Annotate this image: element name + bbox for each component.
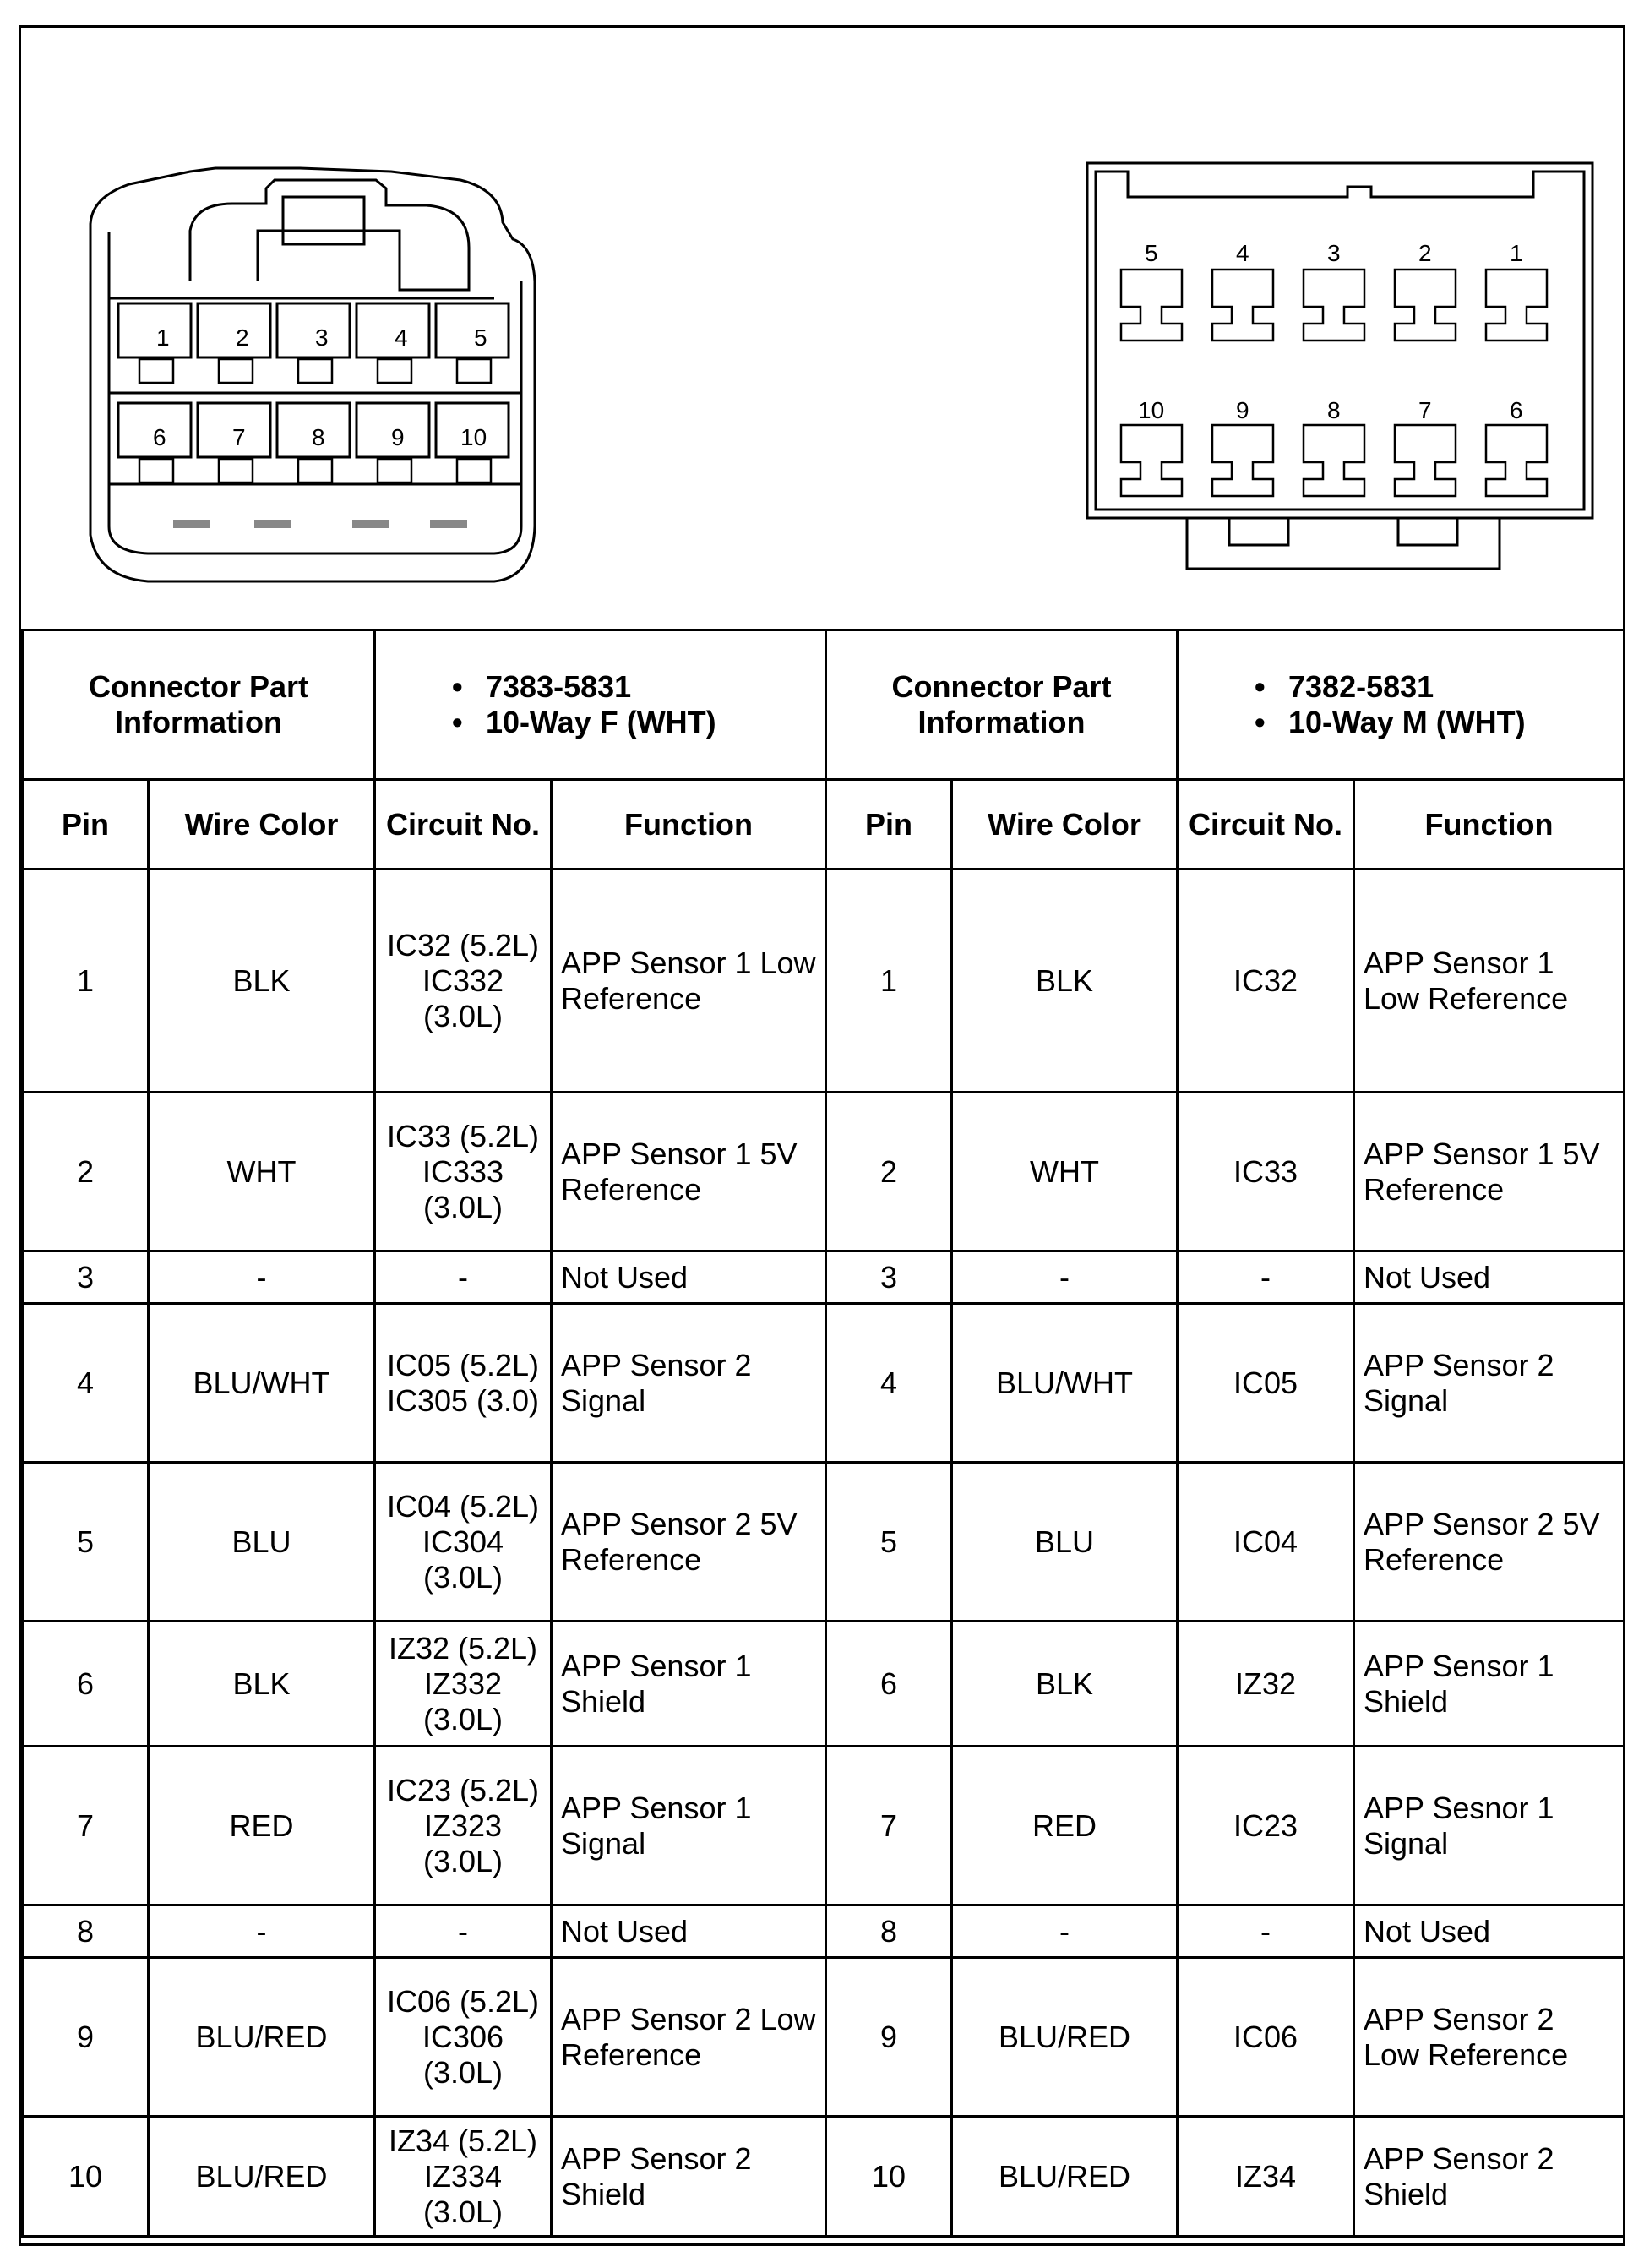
male-pin-label: 9 [1236, 397, 1249, 423]
circuit-cell: IC33 (5.2L) IC333 (3.0L) [375, 1093, 552, 1251]
circuit-cell: IZ34 (5.2L) IZ334 (3.0L) [375, 2117, 552, 2237]
function-cell: APP Sensor 2 Shield [1354, 2117, 1625, 2237]
pin-cell: 10 [23, 2117, 149, 2237]
wire-color-cell: - [149, 1251, 375, 1304]
wire-color-cell: RED [952, 1747, 1178, 1905]
part-number: • 7383-5831 [452, 669, 819, 705]
wire-color-cell: - [149, 1905, 375, 1958]
column-header-row [23, 780, 1625, 870]
wire-color-cell: BLK [149, 1622, 375, 1747]
male-pin-label: 1 [1510, 240, 1523, 266]
column-header-function: Function [552, 780, 826, 870]
female-pin-label: 3 [315, 324, 329, 351]
male-connector-diagram [1060, 28, 1644, 629]
table-row [23, 1463, 1625, 1622]
pin-cell: 6 [23, 1622, 149, 1747]
female-pin-label: 5 [474, 324, 487, 351]
wire-color-cell: BLU/RED [952, 2117, 1178, 2237]
female-pin-label: 4 [395, 324, 408, 351]
wire-color-cell: BLU/RED [149, 1958, 375, 2117]
pin-cell: 3 [23, 1251, 149, 1304]
pin-cell: 7 [23, 1747, 149, 1905]
circuit-cell: IC06 (5.2L) IC306 (3.0L) [375, 1958, 552, 2117]
male-pin-label: 3 [1327, 240, 1341, 266]
function-cell: APP Sensor 2 Signal [1354, 1304, 1625, 1463]
wire-color-cell: - [952, 1905, 1178, 1958]
table-row [23, 1747, 1625, 1905]
pin-cell: 8 [826, 1905, 952, 1958]
wire-color-cell: BLU/RED [149, 2117, 375, 2237]
circuit-cell: IZ32 (5.2L) IZ332 (3.0L) [375, 1622, 552, 1747]
function-cell: APP Sensor 1 5V Reference [552, 1093, 826, 1251]
column-header-circuit: Circuit No. [375, 780, 552, 870]
wire-color-cell: BLK [149, 870, 375, 1093]
table-row [23, 1622, 1625, 1747]
function-cell: APP Sesnor 1 Signal [1354, 1747, 1625, 1905]
table-row [23, 870, 1625, 1093]
circuit-cell: IC32 (5.2L) IC332 (3.0L) [375, 870, 552, 1093]
female-connector-part-info [375, 630, 826, 780]
male-pin-label: 8 [1327, 397, 1341, 423]
wire-color-cell: BLU/WHT [149, 1304, 375, 1463]
table-row [23, 1905, 1625, 1958]
circuit-cell: - [1178, 1251, 1354, 1304]
male-pin-label: 7 [1418, 397, 1432, 423]
female-pin-label: 2 [236, 324, 249, 351]
function-cell: APP Sensor 2 Low Reference [1354, 1958, 1625, 2117]
male-pin-label: 5 [1145, 240, 1158, 266]
pin-cell: 6 [826, 1622, 952, 1747]
pin-cell: 10 [826, 2117, 952, 2237]
female-pin-label: 6 [153, 424, 166, 450]
function-cell: APP Sensor 2 5V Reference [1354, 1463, 1625, 1622]
table-row [23, 1958, 1625, 2117]
wire-color-cell: WHT [149, 1093, 375, 1251]
connector-description: • 10-Way F (WHT) [452, 705, 819, 740]
male-pin-terminals [1121, 270, 1547, 496]
function-cell: Not Used [552, 1251, 826, 1304]
female-pin-label: 8 [312, 424, 325, 450]
circuit-cell: - [1178, 1905, 1354, 1958]
wire-color-cell: WHT [952, 1093, 1178, 1251]
pin-cell: 1 [23, 870, 149, 1093]
pin-cell: 5 [826, 1463, 952, 1622]
function-cell: Not Used [1354, 1905, 1625, 1958]
male-pin-label: 4 [1236, 240, 1249, 266]
function-cell: APP Sensor 1 Shield [1354, 1622, 1625, 1747]
circuit-cell: IZ34 [1178, 2117, 1354, 2237]
wire-color-cell: BLK [952, 1622, 1178, 1747]
function-cell: APP Sensor 1 Signal [552, 1747, 826, 1905]
pinout-table [21, 629, 1625, 2238]
circuit-cell: IC05 (5.2L) IC305 (3.0) [375, 1304, 552, 1463]
document-frame [19, 25, 1625, 2246]
function-cell: Not Used [552, 1905, 826, 1958]
function-cell: APP Sensor 1 Shield [552, 1622, 826, 1747]
circuit-cell: IC32 [1178, 870, 1354, 1093]
function-cell: APP Sensor 1 Low Reference [552, 870, 826, 1093]
connector-diagrams [21, 28, 1623, 629]
wire-color-cell: BLU [952, 1463, 1178, 1622]
female-pin-label: 7 [232, 424, 246, 450]
table-row [23, 1304, 1625, 1463]
column-header-pin: Pin [826, 780, 952, 870]
pin-cell: 5 [23, 1463, 149, 1622]
male-pin-label: 2 [1418, 240, 1432, 266]
circuit-cell: IC33 [1178, 1093, 1354, 1251]
function-cell: APP Sensor 2 Signal [552, 1304, 826, 1463]
connector-info-row [23, 630, 1625, 780]
female-connector-diagram [21, 28, 612, 629]
wire-color-cell: BLU [149, 1463, 375, 1622]
wire-color-cell: - [952, 1251, 1178, 1304]
wire-color-cell: RED [149, 1747, 375, 1905]
pin-cell: 2 [23, 1093, 149, 1251]
function-cell: APP Sensor 1 Low Reference [1354, 870, 1625, 1093]
pin-cell: 8 [23, 1905, 149, 1958]
circuit-cell: IC05 [1178, 1304, 1354, 1463]
column-header-circuit: Circuit No. [1178, 780, 1354, 870]
connector-description: • 10-Way M (WHT) [1255, 705, 1618, 740]
column-header-wire-color: Wire Color [952, 780, 1178, 870]
circuit-cell: IC04 (5.2L) IC304 (3.0L) [375, 1463, 552, 1622]
pin-cell: 3 [826, 1251, 952, 1304]
connector-info-label: Connector Part Information [826, 630, 1178, 780]
circuit-cell: IZ32 [1178, 1622, 1354, 1747]
pin-cell: 9 [826, 1958, 952, 2117]
function-cell: APP Sensor 1 5V Reference [1354, 1093, 1625, 1251]
pin-cell: 4 [826, 1304, 952, 1463]
circuit-cell: IC23 [1178, 1747, 1354, 1905]
table-row [23, 2117, 1625, 2237]
circuit-cell: - [375, 1251, 552, 1304]
wire-color-cell: BLU/WHT [952, 1304, 1178, 1463]
wire-color-cell: BLK [952, 870, 1178, 1093]
male-connector-part-info [1178, 630, 1625, 780]
pin-cell: 9 [23, 1958, 149, 2117]
circuit-cell: IC06 [1178, 1958, 1354, 2117]
female-pin-cavities [118, 303, 509, 528]
function-cell: APP Sensor 2 Low Reference [552, 1958, 826, 2117]
connector-info-label: Connector Part Information [23, 630, 375, 780]
column-header-wire-color: Wire Color [149, 780, 375, 870]
part-number: • 7382-5831 [1255, 669, 1618, 705]
female-pin-label: 1 [156, 324, 170, 351]
function-cell: Not Used [1354, 1251, 1625, 1304]
female-pin-label: 9 [391, 424, 405, 450]
female-pin-label: 10 [460, 424, 487, 450]
table-row [23, 1251, 1625, 1304]
table-row [23, 1093, 1625, 1251]
column-header-pin: Pin [23, 780, 149, 870]
circuit-cell: IC23 (5.2L) IZ323 (3.0L) [375, 1747, 552, 1905]
wire-color-cell: BLU/RED [952, 1958, 1178, 2117]
pin-cell: 1 [826, 870, 952, 1093]
function-cell: APP Sensor 2 Shield [552, 2117, 826, 2237]
male-pin-label: 10 [1138, 397, 1165, 423]
circuit-cell: IC04 [1178, 1463, 1354, 1622]
function-cell: APP Sensor 2 5V Reference [552, 1463, 826, 1622]
male-pin-label: 6 [1510, 397, 1523, 423]
column-header-function: Function [1354, 780, 1625, 870]
pin-cell: 4 [23, 1304, 149, 1463]
pin-cell: 7 [826, 1747, 952, 1905]
pin-cell: 2 [826, 1093, 952, 1251]
circuit-cell: - [375, 1905, 552, 1958]
